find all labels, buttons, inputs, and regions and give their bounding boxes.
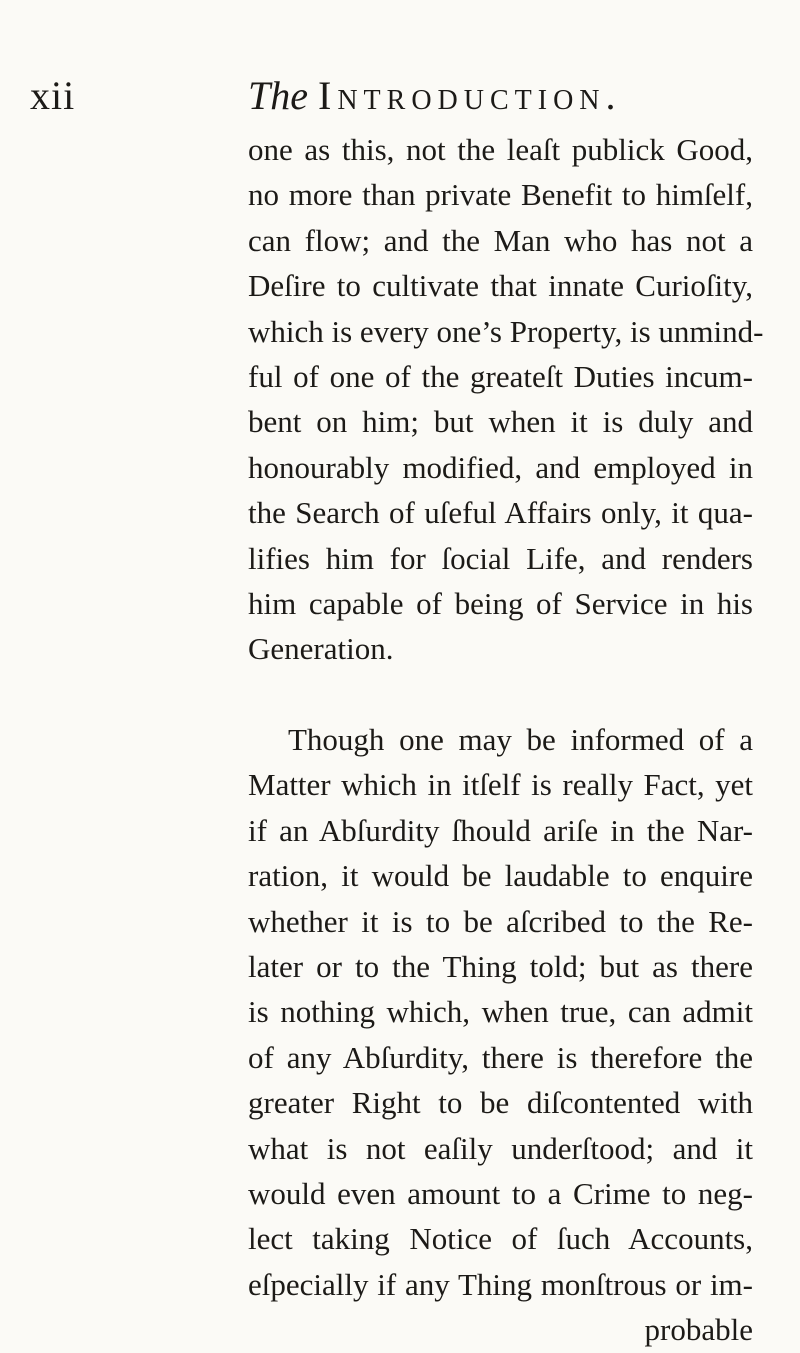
page-number: xii [30,73,76,118]
text-line: Generation. [248,631,394,667]
paragraph-gap [248,672,753,717]
text-line: Though one may be informed of a [288,722,753,758]
text-line: whether it is to be aſcribed to the Re- [248,903,753,939]
text-line: would even amount to a Crime to neg- [248,1175,753,1211]
text-line: Matter which in itſelf is really Fact, yet [248,767,753,803]
text-line: greater Right to be diſcontented with [248,1085,753,1121]
text-line: him capable of being of Service in his [248,585,753,621]
catchword-line: probable [644,1312,753,1348]
text-line: Deſire to cultivate that innate Curioſity, [248,268,753,304]
text-line: later or to the Thing told; but as there [248,949,753,985]
text-line: what is not eaſily underſtood; and it [248,1130,753,1166]
text-line: ful of one of the greateſt Duties incum- [248,358,753,394]
text-line: eſpecially if any Thing monſtrous or im- [248,1266,753,1302]
text-line: ration, it would be laudable to enquire [248,858,753,894]
text-line: the Search of uſeful Affairs only, it qua- [248,495,753,531]
paragraph-1 [248,127,764,672]
text-line: bent on him; but when it is duly and [248,404,753,440]
text-line: no more than private Benefit to himſelf, [248,177,753,213]
text-block [248,127,764,1353]
text-line: lifies him for ſocial Life, and renders [248,540,753,576]
running-head-the: The [248,73,308,118]
paragraph-2 [248,717,753,1352]
text-line: one as this, not the leaſt publick Good, [248,132,753,167]
text-line: honourably modified, and employed in [248,449,753,485]
text-line: can flow; and the Man who has not a [248,222,753,258]
running-head-title: Introduction. [318,73,622,118]
text-line: lect taking Notice of ſuch Accounts, [248,1221,753,1257]
text-line: if an Abſurdity ſhould ariſe in the Nar- [248,812,753,848]
text-line: of any Abſurdity, there is therefore the [248,1039,753,1075]
text-line: which is every one’s Property, is unmind- [248,313,764,349]
text-line: is nothing which, when true, can admit [248,994,753,1030]
running-head [248,70,622,122]
